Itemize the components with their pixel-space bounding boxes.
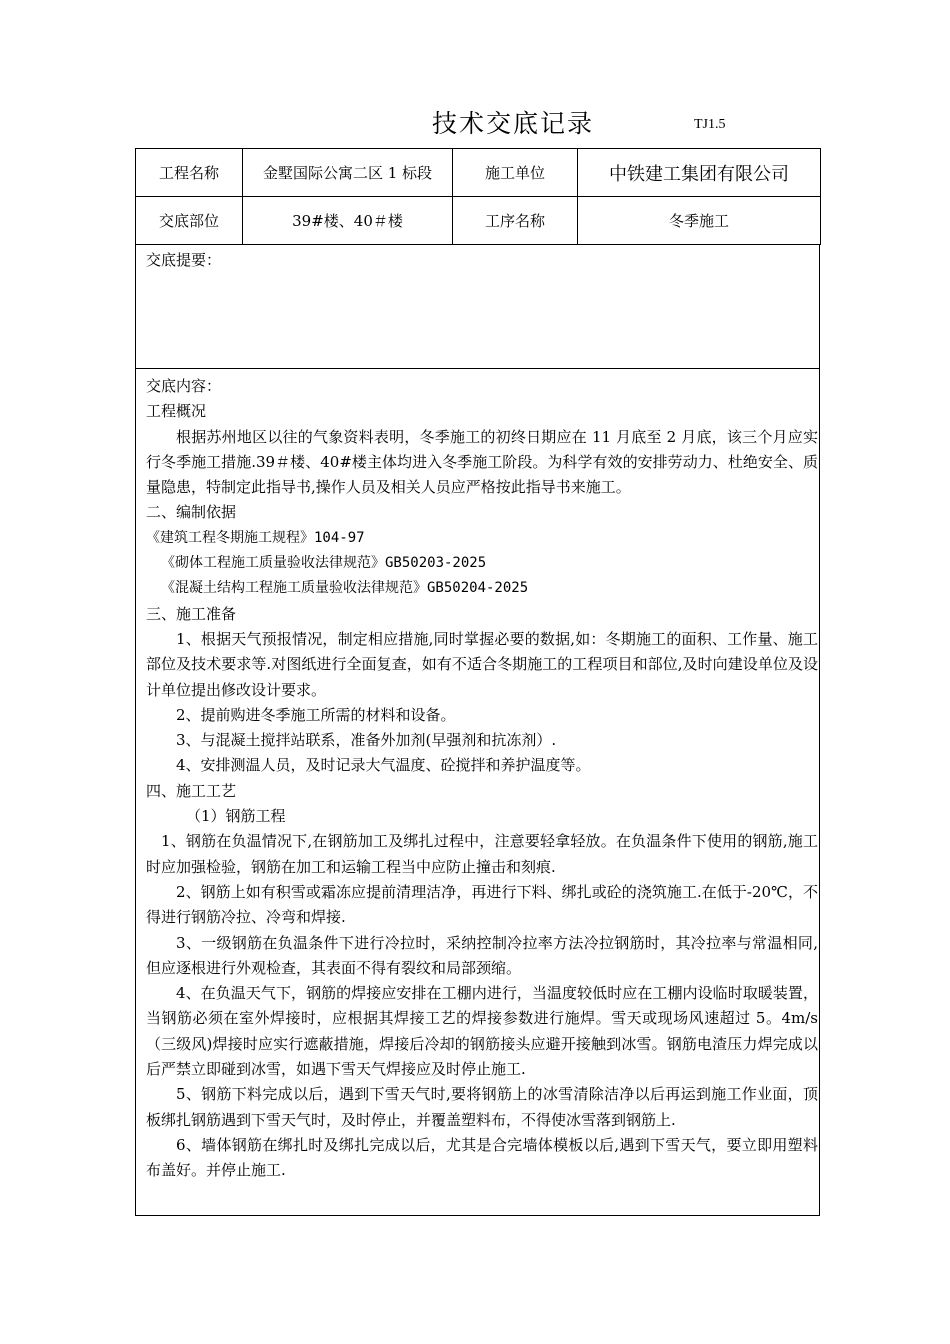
summary-label: 交底提要： [146,251,222,269]
header-row-1 [136,149,821,197]
prep-item: 4、安排测温人员，及时记录大气温度、砼搅拌和养护温度等。 [176,756,591,775]
header-row-2 [136,197,821,245]
project-name-label: 工程名称 [136,149,243,197]
basis-heading: 二、编制依据 [146,503,237,522]
prep-item: 2、提前购进冬季施工所需的材料和设备。 [176,705,456,724]
part-value: 39#楼、40＃楼 [243,197,453,245]
process-heading: 四、施工工艺 [146,781,237,800]
rebar-item: 2、钢筋上如有积雪或霜冻应提前清理洁净，再进行下料、绑扎或砼的浇筑施工.在低于-20℃，不得进行钢筋冷拉、冷弯和焊接. [146,882,818,927]
rebar-item: 4、在负温天气下，钢筋的焊接应安排在工棚内进行，当温度较低时应在工棚内设临时取暖装置，当钢筋必须在室外焊接时，应根据其焊接工艺的焊接参数进行施焊。雪天或现场风速超过 5。4m/s（三级风)焊接时应实行遮蔽措施，焊接后冷却的钢筋接头应避开接触到冰雪。钢筋电渣压力焊完成以后严禁立即碰到冰雪，如遇下雪天气焊接应及时停止施工. [146,984,818,1079]
part-label: 交底部位 [136,197,243,245]
process-value: 冬季施工 [578,197,821,245]
rebar-item: 6、墙体钢筋在绑扎时及绑扎完成以后，尤其是合完墙体模板以后,遇到下雪天气，要立即用塑料布盖好。并停止施工. [146,1135,818,1180]
content-label: 交底内容： [146,377,222,395]
process-label: 工序名称 [453,197,578,245]
prep-item: 3、与混凝土搅拌站联系，准备外加剂(早强剂和抗冻剂）. [176,731,557,750]
prep-item: 1、根据天气预报情况，制定相应措施,同时掌握必要的数据,如：冬期施工的面积、工作量、施工部位及技术要求等.对图纸进行全面复查，如有不适合冬期施工的工程项目和部位,及时向建设单位及设计单位提出修改设计要求。 [146,629,818,699]
overview-heading: 工程概况 [146,402,207,421]
prep-heading: 三、施工准备 [146,604,237,623]
rebar-item: 5、钢筋下料完成以后，遇到下雪天气时,要将钢筋上的冰雪清除洁净以后再运到施工作业面，顶板绑扎钢筋遇到下雪天气时，及时停止，并覆盖塑料布，不得使冰雪落到钢筋上. [146,1085,818,1129]
contractor-value: 中铁建工集团有限公司 [578,149,821,197]
summary-section [135,244,820,369]
document-title: 技术交底记录 [432,109,595,138]
basis-item: 《砌体工程施工质量验收法律规范》GB50203-2025 [161,555,487,572]
basis-item: 《建筑工程冬期施工规程》104-97 [146,529,365,546]
contractor-label: 施工单位 [453,149,578,197]
content-section [135,368,820,1216]
rebar-item: 1、钢筋在负温情况下,在钢筋加工及绑扎过程中，注意要轻拿轻放。在负温条件下使用的钢筋,施工时应加强检验，钢筋在加工和运输工程当中应防止撞击和刻痕. [146,832,818,876]
basis-item: 《混凝土结构工程施工质量验收法律规范》GB50204-2025 [161,580,529,597]
form-code: TJ1.5 [694,117,726,132]
rebar-heading: （1）钢筋工程 [186,807,286,826]
rebar-item: 3、一级钢筋在负温条件下进行冷拉时，采纳控制冷拉率方法冷拉钢筋时，其冷拉率与常温相同,但应逐根进行外观检查，其表面不得有裂纹和局部颈缩。 [146,933,818,977]
overview-paragraph: 根据苏州地区以往的气象资料表明，冬季施工的初终日期应在 11 月底至 2 月底，该三个月应实行冬季施工措施.39＃楼、40#楼主体均进入冬季施工阶段。为科学有效的安排劳动力、杜绝安全、质量隐患，特制定此指导书,操作人员及相关人员应严格按此指导书来施工。 [146,427,818,497]
project-name-value: 金墅国际公寓二区 1 标段 [243,149,453,197]
header-table [135,148,821,245]
content-body [146,374,818,1184]
